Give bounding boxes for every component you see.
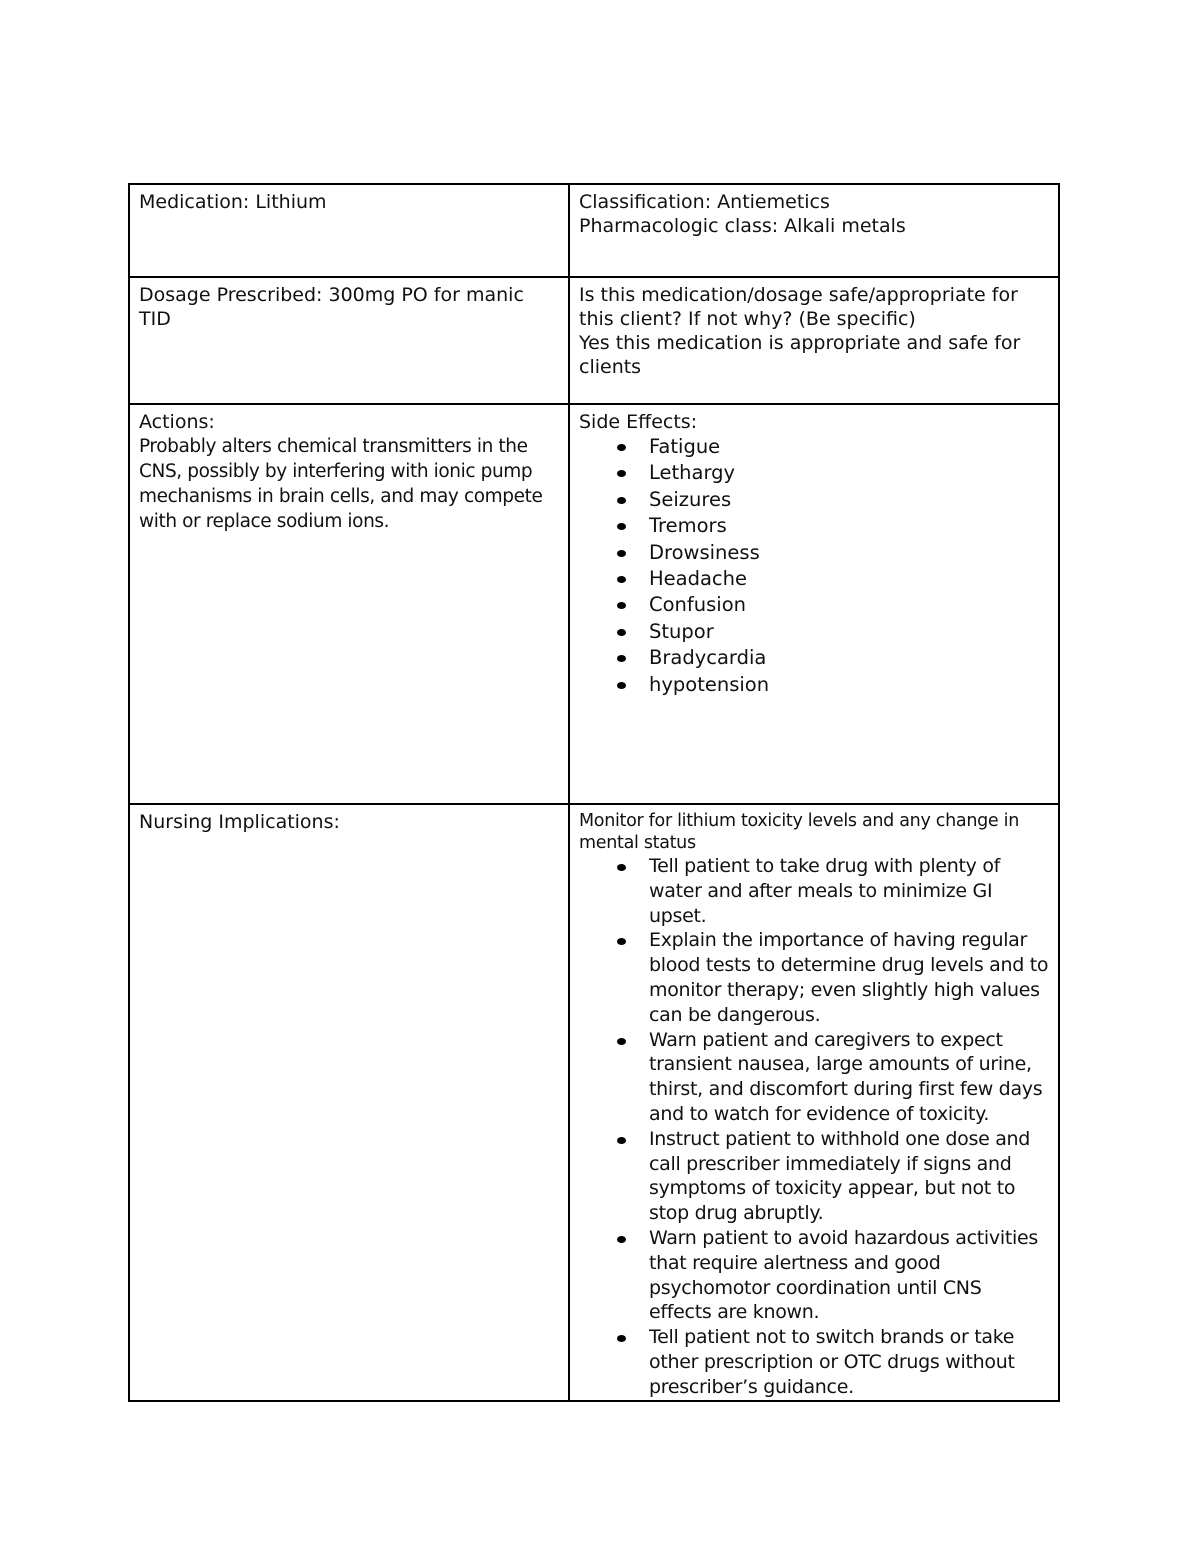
nursing-heading: Nursing Implications: bbox=[139, 811, 340, 833]
cell-medication bbox=[129, 184, 569, 277]
medication-label: Medication: Lithium bbox=[139, 191, 327, 213]
actions-text: Probably alters chemical transmitters in the CNS, possibly by interfering with ionic pump mechanisms in brain cells, and may compete with or replace sodium ions. bbox=[139, 436, 543, 532]
side-effects-heading: Side Effects: bbox=[579, 411, 698, 433]
cell-nursing-implications bbox=[569, 804, 1059, 1401]
cell-nursing-heading bbox=[129, 804, 569, 1401]
cell-safety bbox=[569, 277, 1059, 404]
nursing-intro: Monitor for lithium toxicity levels and any change in mental status bbox=[579, 811, 1019, 853]
list-item: Drowsiness bbox=[649, 540, 1049, 566]
list-item: Explain the importance of having regular blood tests to determine drug levels and to monitor therapy; even slightly high values can be dangerous. bbox=[649, 929, 1049, 1026]
row-actions bbox=[129, 404, 1059, 804]
list-item: Warn patient to avoid hazardous activities that require alertness and good psychomotor coordination until CNS effects are known. bbox=[649, 1226, 1049, 1325]
list-item: Tell patient to take drug with plenty of water and after meals to minimize GI upset. bbox=[649, 854, 1049, 928]
list-item: Stupor bbox=[649, 619, 1049, 645]
cell-classification bbox=[569, 184, 1059, 277]
list-item: Bradycardia bbox=[649, 645, 1049, 671]
row-dosage bbox=[129, 277, 1059, 404]
safety-answer: Yes this medication is appropriate and safe for clients bbox=[579, 332, 1021, 378]
nursing-implications-list bbox=[579, 854, 1049, 1400]
safety-question: Is this medication/dosage safe/appropriate for this client? If not why? (Be specific) bbox=[579, 284, 1018, 330]
list-item: Tremors bbox=[649, 513, 1049, 539]
dosage-label: Dosage Prescribed: 300mg PO for manic TID bbox=[139, 284, 524, 330]
list-item: Headache bbox=[649, 566, 1049, 592]
row-medication bbox=[129, 184, 1059, 277]
cell-side-effects bbox=[569, 404, 1059, 804]
row-nursing bbox=[129, 804, 1059, 1401]
side-effects-list bbox=[579, 434, 1049, 698]
actions-heading: Actions: bbox=[139, 411, 215, 433]
list-item: Warn patient and caregivers to expect transient nausea, large amounts of urine, thirst, and discomfort during first few days and to watch for evidence of toxicity. bbox=[649, 1028, 1049, 1127]
list-item: Confusion bbox=[649, 592, 1049, 618]
list-item: Tell patient not to switch brands or take other prescription or OTC drugs without prescriber’s guidance. bbox=[649, 1325, 1049, 1399]
list-item: Seizures bbox=[649, 487, 1049, 513]
pharmacologic-class: Pharmacologic class: Alkali metals bbox=[579, 215, 906, 237]
classification-label: Classification: Antiemetics bbox=[579, 191, 830, 213]
medication-card-table bbox=[128, 183, 1060, 1402]
list-item: Lethargy bbox=[649, 460, 1049, 486]
list-item: hypotension bbox=[649, 672, 1049, 698]
list-item: Fatigue bbox=[649, 434, 1049, 460]
cell-actions bbox=[129, 404, 569, 804]
cell-dosage bbox=[129, 277, 569, 404]
list-item: Instruct patient to withhold one dose and call prescriber immediately if signs and symptoms of toxicity appear, but not to stop drug abruptly. bbox=[649, 1127, 1049, 1226]
